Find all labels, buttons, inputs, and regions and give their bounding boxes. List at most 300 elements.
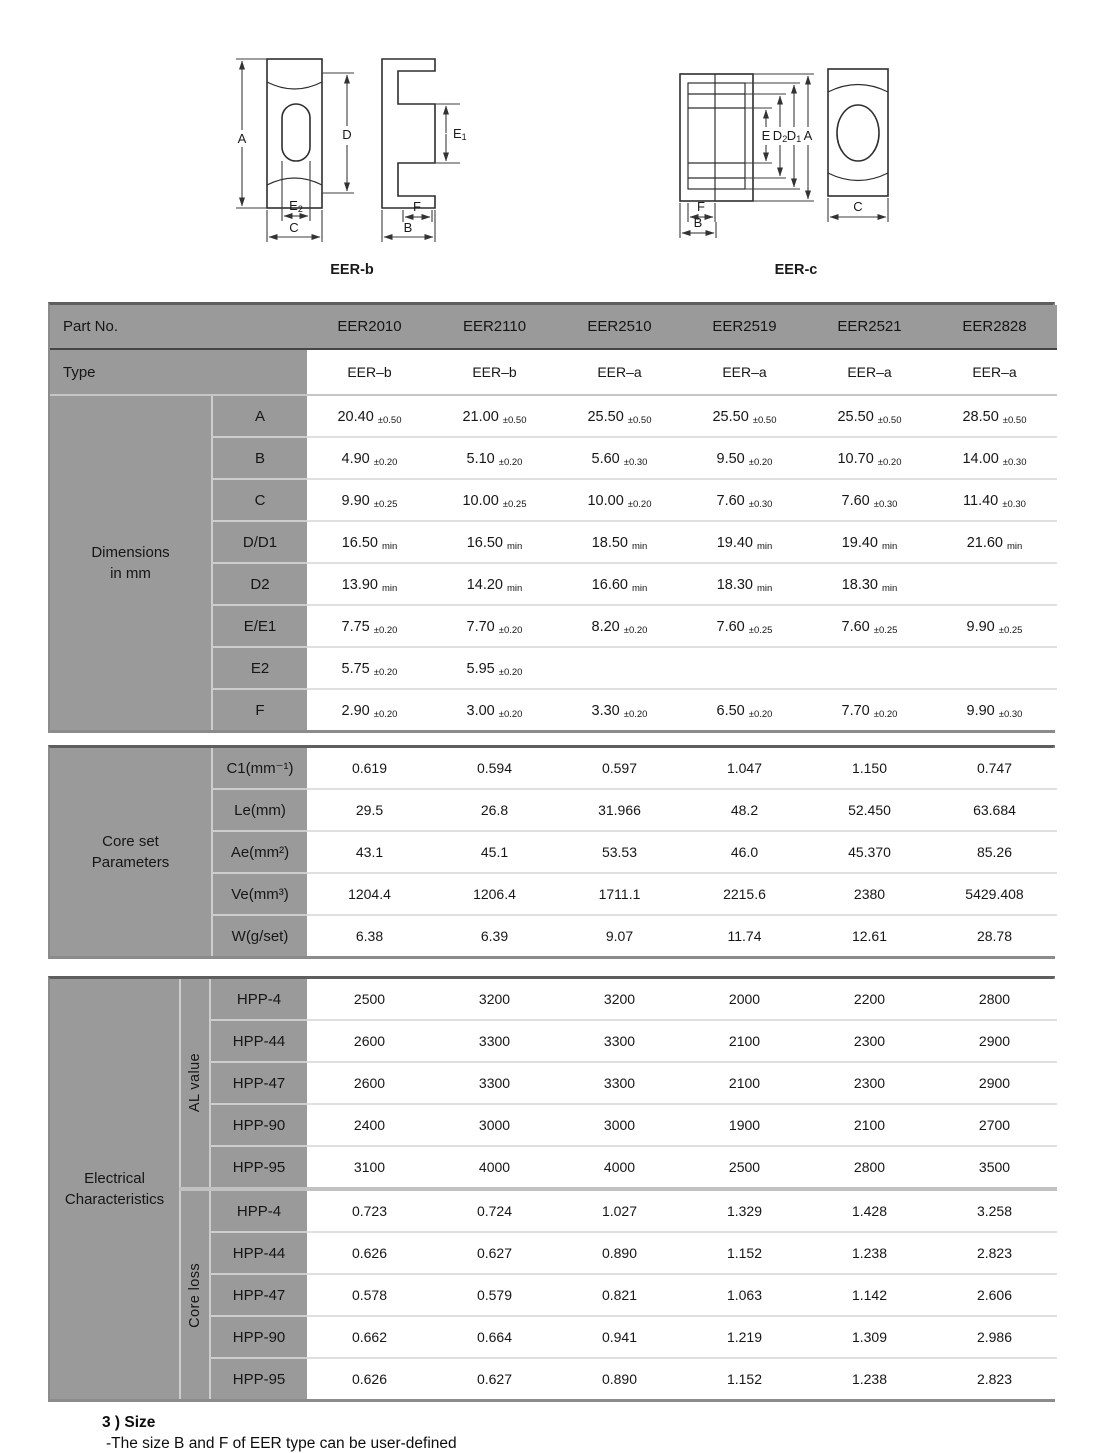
value-cell: 1.047 bbox=[682, 748, 807, 789]
value-cell bbox=[682, 563, 807, 605]
value-main: 6.50 bbox=[716, 702, 745, 719]
value-cell bbox=[807, 479, 932, 521]
value-main: 13.90 bbox=[341, 576, 378, 593]
value-cell bbox=[807, 563, 932, 605]
value-cell: 46.0 bbox=[682, 831, 807, 873]
core-set-parameters-table bbox=[50, 748, 1057, 956]
value-cell: 0.664 bbox=[432, 1316, 557, 1358]
value-cell: 0.626 bbox=[307, 1232, 432, 1274]
value-cell: 31.966 bbox=[557, 789, 682, 831]
value-main: 8.20 bbox=[591, 618, 620, 635]
value-cell: 0.627 bbox=[432, 1358, 557, 1399]
value-tolerance: ±0.50 bbox=[627, 414, 652, 426]
table-row bbox=[50, 979, 1057, 1020]
value-main: 16.60 bbox=[591, 576, 628, 593]
param-label: HPP-90 bbox=[210, 1316, 307, 1358]
value-main: 19.40 bbox=[841, 534, 878, 551]
value-cell bbox=[807, 605, 932, 647]
param-label: A bbox=[212, 395, 307, 437]
type-row bbox=[50, 349, 1057, 395]
value-cell: 0.821 bbox=[557, 1274, 682, 1316]
value-tolerance: ±0.30 bbox=[1002, 498, 1026, 510]
value-cell: 1.428 bbox=[807, 1189, 932, 1232]
value-cell bbox=[557, 605, 682, 647]
value-cell: 4000 bbox=[432, 1146, 557, 1189]
value-main: 9.90 bbox=[966, 702, 995, 719]
value-tolerance: ±0.30 bbox=[623, 456, 648, 468]
value-cell: 11.74 bbox=[682, 915, 807, 956]
value-tolerance: min bbox=[881, 582, 898, 594]
value-cell: 3200 bbox=[557, 979, 682, 1020]
part-no-value: EER2521 bbox=[807, 305, 932, 349]
value-cell: 1.219 bbox=[682, 1316, 807, 1358]
value-main: 3.30 bbox=[591, 702, 620, 719]
value-tolerance: min bbox=[756, 582, 773, 594]
value-tolerance: min bbox=[506, 540, 523, 552]
value-main: 16.50 bbox=[466, 534, 503, 551]
dimensions-table bbox=[50, 305, 1057, 730]
value-tolerance: min bbox=[756, 540, 773, 552]
eer-c-diagram bbox=[658, 46, 918, 291]
part-no-row bbox=[50, 305, 1057, 349]
value-cell bbox=[307, 563, 432, 605]
value-main: 14.20 bbox=[466, 576, 503, 593]
group-label-text: Electrical Characteristics bbox=[64, 1170, 165, 1208]
group-label-core-set bbox=[50, 748, 212, 956]
param-label: Le(mm) bbox=[212, 789, 307, 831]
dim-label-f: F bbox=[697, 199, 705, 214]
value-main: 21.00 bbox=[462, 408, 499, 425]
value-main: 14.00 bbox=[962, 450, 999, 467]
part-no-value: EER2010 bbox=[307, 305, 432, 349]
value-cell bbox=[932, 605, 1057, 647]
value-tolerance: ±0.30 bbox=[998, 708, 1023, 720]
table-row bbox=[50, 748, 1057, 789]
technical-drawings bbox=[0, 0, 1100, 302]
value-cell: 12.61 bbox=[807, 915, 932, 956]
value-tolerance: ±0.50 bbox=[377, 414, 402, 426]
value-tolerance: ±0.30 bbox=[748, 498, 773, 510]
value-cell: 2000 bbox=[682, 979, 807, 1020]
section-label-core-loss bbox=[180, 1189, 210, 1399]
value-cell: 2300 bbox=[807, 1020, 932, 1062]
value-tolerance: min bbox=[1006, 540, 1023, 552]
param-label: HPP-95 bbox=[210, 1358, 307, 1399]
value-cell: 2300 bbox=[807, 1062, 932, 1104]
value-tolerance: ±0.20 bbox=[623, 624, 648, 636]
value-tolerance: min bbox=[506, 582, 523, 594]
value-cell bbox=[557, 479, 682, 521]
value-tolerance: ±0.50 bbox=[1002, 414, 1027, 426]
value-cell: 3500 bbox=[932, 1146, 1057, 1189]
value-tolerance: ±0.20 bbox=[873, 708, 898, 720]
value-tolerance: min bbox=[631, 540, 648, 552]
param-label: F bbox=[212, 689, 307, 730]
value-cell: 45.1 bbox=[432, 831, 557, 873]
value-cell: 53.53 bbox=[557, 831, 682, 873]
value-cell bbox=[557, 689, 682, 730]
value-cell: 3300 bbox=[432, 1020, 557, 1062]
type-value: EER–a bbox=[557, 349, 682, 395]
value-cell: 0.724 bbox=[432, 1189, 557, 1232]
value-cell: 2400 bbox=[307, 1104, 432, 1146]
value-cell bbox=[932, 437, 1057, 479]
value-main: 20.40 bbox=[337, 408, 374, 425]
value-tolerance: min bbox=[381, 582, 398, 594]
value-cell: 2800 bbox=[932, 979, 1057, 1020]
value-cell bbox=[682, 395, 807, 437]
value-cell: 1.150 bbox=[807, 748, 932, 789]
value-cell bbox=[807, 521, 932, 563]
value-tolerance: ±0.20 bbox=[373, 708, 398, 720]
group-label-text: Core set Parameters bbox=[91, 833, 170, 871]
value-cell: 48.2 bbox=[682, 789, 807, 831]
value-cell bbox=[682, 437, 807, 479]
value-cell: 1.063 bbox=[682, 1274, 807, 1316]
value-cell bbox=[932, 479, 1057, 521]
value-cell: 1.142 bbox=[807, 1274, 932, 1316]
dim-label-e: E bbox=[761, 128, 771, 143]
param-label: HPP-90 bbox=[210, 1104, 307, 1146]
param-label: B bbox=[212, 437, 307, 479]
value-cell: 28.78 bbox=[932, 915, 1057, 956]
value-cell: 85.26 bbox=[932, 831, 1057, 873]
value-tolerance: ±0.20 bbox=[498, 624, 523, 636]
value-cell bbox=[307, 479, 432, 521]
value-tolerance: ±0.20 bbox=[373, 624, 398, 636]
value-cell bbox=[682, 647, 807, 689]
value-cell: 2100 bbox=[682, 1062, 807, 1104]
value-cell: 2800 bbox=[807, 1146, 932, 1189]
value-cell: 45.370 bbox=[807, 831, 932, 873]
value-cell: 2.606 bbox=[932, 1274, 1057, 1316]
type-value: EER–a bbox=[932, 349, 1057, 395]
part-no-value: EER2519 bbox=[682, 305, 807, 349]
value-main: 2.90 bbox=[341, 702, 370, 719]
param-label: HPP-95 bbox=[210, 1146, 307, 1189]
electrical-characteristics-table-wrap bbox=[48, 976, 1055, 1402]
value-cell: 3000 bbox=[432, 1104, 557, 1146]
electrical-characteristics-table bbox=[50, 979, 1057, 1399]
value-tolerance: ±0.30 bbox=[873, 498, 898, 510]
value-cell bbox=[557, 437, 682, 479]
value-cell: 0.890 bbox=[557, 1358, 682, 1399]
section-label-al-value bbox=[180, 979, 210, 1189]
dimensions-table-wrap bbox=[48, 302, 1055, 733]
table-row bbox=[50, 395, 1057, 437]
value-cell: 1711.1 bbox=[557, 873, 682, 915]
value-cell bbox=[432, 605, 557, 647]
value-main: 7.60 bbox=[716, 618, 745, 635]
value-tolerance: ±0.20 bbox=[748, 708, 773, 720]
dim-label-e1: E1 bbox=[453, 126, 467, 142]
value-cell bbox=[807, 689, 932, 730]
value-tolerance: ±0.20 bbox=[373, 666, 398, 678]
group-label-text: Dimensions in mm bbox=[91, 544, 170, 582]
value-cell: 52.450 bbox=[807, 789, 932, 831]
value-tolerance: min bbox=[881, 540, 898, 552]
value-main: 10.00 bbox=[587, 492, 624, 509]
value-cell: 2600 bbox=[307, 1020, 432, 1062]
value-cell: 3300 bbox=[557, 1020, 682, 1062]
value-tolerance: ±0.25 bbox=[502, 498, 527, 510]
value-main: 11.40 bbox=[963, 492, 999, 509]
value-cell: 2215.6 bbox=[682, 873, 807, 915]
param-label: HPP-44 bbox=[210, 1232, 307, 1274]
value-main: 4.90 bbox=[341, 450, 370, 467]
value-cell: 9.07 bbox=[557, 915, 682, 956]
value-cell: 3000 bbox=[557, 1104, 682, 1146]
value-tolerance: ±0.20 bbox=[627, 498, 652, 510]
value-main: 9.90 bbox=[966, 618, 995, 635]
value-main: 5.95 bbox=[466, 660, 495, 677]
value-cell: 0.941 bbox=[557, 1316, 682, 1358]
type-value: EER–a bbox=[682, 349, 807, 395]
value-cell: 0.627 bbox=[432, 1232, 557, 1274]
param-label: E/E1 bbox=[212, 605, 307, 647]
param-label: D/D1 bbox=[212, 521, 307, 563]
value-cell: 6.39 bbox=[432, 915, 557, 956]
dim-label-b: B bbox=[403, 220, 413, 235]
value-cell bbox=[932, 689, 1057, 730]
value-cell: 1.152 bbox=[682, 1358, 807, 1399]
param-label: E2 bbox=[212, 647, 307, 689]
param-label: D2 bbox=[212, 563, 307, 605]
value-cell bbox=[932, 563, 1057, 605]
value-tolerance: ±0.20 bbox=[748, 456, 773, 468]
value-main: 5.75 bbox=[341, 660, 370, 677]
value-tolerance: ±0.20 bbox=[373, 456, 398, 468]
value-cell bbox=[557, 563, 682, 605]
value-main: 18.30 bbox=[841, 576, 878, 593]
value-main: 3.00 bbox=[466, 702, 495, 719]
value-cell: 63.684 bbox=[932, 789, 1057, 831]
value-cell: 43.1 bbox=[307, 831, 432, 873]
value-main: 7.60 bbox=[841, 618, 870, 635]
value-cell: 0.747 bbox=[932, 748, 1057, 789]
type-label: Type bbox=[50, 349, 307, 395]
dim-label-d: D bbox=[342, 127, 352, 142]
value-cell: 2.823 bbox=[932, 1232, 1057, 1274]
value-cell: 2700 bbox=[932, 1104, 1057, 1146]
value-main: 7.75 bbox=[341, 618, 370, 635]
dim-label-c: C bbox=[289, 220, 299, 235]
dim-label-d1: D1 bbox=[786, 128, 802, 144]
value-tolerance: ±0.30 bbox=[1002, 456, 1027, 468]
dim-label-d2: D2 bbox=[772, 128, 788, 144]
value-main: 7.70 bbox=[466, 618, 495, 635]
part-no-value: EER2110 bbox=[432, 305, 557, 349]
value-main: 10.70 bbox=[837, 450, 874, 467]
value-cell bbox=[807, 395, 932, 437]
value-cell: 2500 bbox=[307, 979, 432, 1020]
value-cell: 3100 bbox=[307, 1146, 432, 1189]
value-cell bbox=[307, 647, 432, 689]
value-cell: 0.626 bbox=[307, 1358, 432, 1399]
value-cell: 29.5 bbox=[307, 789, 432, 831]
type-value: EER–b bbox=[432, 349, 557, 395]
param-label: W(g/set) bbox=[212, 915, 307, 956]
value-tolerance: ±0.50 bbox=[502, 414, 527, 426]
param-label: C bbox=[212, 479, 307, 521]
value-cell bbox=[932, 395, 1057, 437]
value-tolerance: ±0.20 bbox=[498, 666, 523, 678]
value-cell bbox=[682, 689, 807, 730]
value-cell: 1900 bbox=[682, 1104, 807, 1146]
value-cell: 3300 bbox=[557, 1062, 682, 1104]
value-cell bbox=[682, 521, 807, 563]
table-row bbox=[50, 1189, 1057, 1232]
value-main: 25.50 bbox=[837, 408, 874, 425]
value-main: 9.90 bbox=[341, 492, 370, 509]
value-main: 28.50 bbox=[962, 408, 999, 425]
value-cell bbox=[557, 521, 682, 563]
value-cell: 2900 bbox=[932, 1062, 1057, 1104]
value-tolerance: ±0.25 bbox=[873, 624, 898, 636]
dim-label-b: B bbox=[693, 215, 703, 230]
value-cell: 2100 bbox=[682, 1020, 807, 1062]
value-main: 7.70 bbox=[841, 702, 870, 719]
value-cell: 4000 bbox=[557, 1146, 682, 1189]
value-main: 5.60 bbox=[591, 450, 620, 467]
value-tolerance: ±0.25 bbox=[998, 624, 1023, 636]
param-label: HPP-47 bbox=[210, 1274, 307, 1316]
param-label: C1(mm⁻¹) bbox=[212, 748, 307, 789]
value-cell bbox=[432, 647, 557, 689]
value-tolerance: min bbox=[381, 540, 398, 552]
value-cell bbox=[682, 605, 807, 647]
section-label-text: AL value bbox=[187, 1053, 203, 1113]
size-note-body: -The size B and F of EER type can be user-defined bbox=[106, 1435, 457, 1452]
group-label-dimensions bbox=[50, 395, 212, 730]
value-cell: 0.594 bbox=[432, 748, 557, 789]
part-no-value: EER2510 bbox=[557, 305, 682, 349]
size-note-title: 3 ) Size bbox=[102, 1414, 156, 1431]
size-note bbox=[102, 1414, 1100, 1453]
value-cell bbox=[307, 395, 432, 437]
part-no-label: Part No. bbox=[50, 305, 307, 349]
value-cell bbox=[432, 437, 557, 479]
value-cell bbox=[682, 479, 807, 521]
value-tolerance: min bbox=[631, 582, 648, 594]
value-cell: 5429.408 bbox=[932, 873, 1057, 915]
value-tolerance: ±0.25 bbox=[373, 498, 398, 510]
value-cell: 2.823 bbox=[932, 1358, 1057, 1399]
value-cell: 3300 bbox=[432, 1062, 557, 1104]
param-label: HPP-4 bbox=[210, 1189, 307, 1232]
value-cell bbox=[307, 689, 432, 730]
eer-c-caption: EER-c bbox=[774, 262, 818, 278]
group-label-electrical bbox=[50, 979, 180, 1399]
value-cell: 1206.4 bbox=[432, 873, 557, 915]
value-tolerance: ±0.50 bbox=[752, 414, 777, 426]
value-cell: 0.619 bbox=[307, 748, 432, 789]
value-cell bbox=[432, 563, 557, 605]
value-cell bbox=[557, 395, 682, 437]
value-cell: 0.579 bbox=[432, 1274, 557, 1316]
value-cell bbox=[307, 605, 432, 647]
value-cell: 1204.4 bbox=[307, 873, 432, 915]
value-cell: 2900 bbox=[932, 1020, 1057, 1062]
value-cell bbox=[432, 395, 557, 437]
spec-tables bbox=[48, 302, 1055, 1402]
value-main: 18.50 bbox=[591, 534, 628, 551]
value-main: 25.50 bbox=[587, 408, 624, 425]
value-tolerance: ±0.20 bbox=[498, 456, 523, 468]
value-cell: 2.986 bbox=[932, 1316, 1057, 1358]
value-cell bbox=[307, 521, 432, 563]
dim-label-e2: E2 bbox=[289, 198, 303, 214]
type-value: EER–a bbox=[807, 349, 932, 395]
value-cell: 1.238 bbox=[807, 1232, 932, 1274]
dim-label-f: F bbox=[413, 199, 421, 214]
value-cell: 2380 bbox=[807, 873, 932, 915]
value-cell: 0.578 bbox=[307, 1274, 432, 1316]
value-main: 7.60 bbox=[716, 492, 745, 509]
value-main: 19.40 bbox=[716, 534, 753, 551]
value-cell bbox=[432, 521, 557, 563]
value-cell: 1.027 bbox=[557, 1189, 682, 1232]
value-main: 10.00 bbox=[462, 492, 499, 509]
value-cell: 0.662 bbox=[307, 1316, 432, 1358]
param-label: HPP-47 bbox=[210, 1062, 307, 1104]
dim-label-a: A bbox=[803, 128, 813, 143]
value-cell bbox=[557, 647, 682, 689]
value-main: 25.50 bbox=[712, 408, 749, 425]
value-cell bbox=[432, 479, 557, 521]
type-value: EER–b bbox=[307, 349, 432, 395]
value-main: 21.60 bbox=[966, 534, 1003, 551]
value-cell: 2500 bbox=[682, 1146, 807, 1189]
eer-b-diagram bbox=[212, 46, 492, 291]
param-label: HPP-4 bbox=[210, 979, 307, 1020]
value-cell: 3200 bbox=[432, 979, 557, 1020]
value-main: 5.10 bbox=[466, 450, 495, 467]
value-cell: 0.890 bbox=[557, 1232, 682, 1274]
value-main: 16.50 bbox=[341, 534, 378, 551]
value-cell: 0.597 bbox=[557, 748, 682, 789]
value-cell: 1.238 bbox=[807, 1358, 932, 1399]
value-tolerance: ±0.50 bbox=[877, 414, 902, 426]
value-cell bbox=[932, 647, 1057, 689]
value-main: 9.50 bbox=[716, 450, 745, 467]
value-cell: 1.329 bbox=[682, 1189, 807, 1232]
value-cell bbox=[307, 437, 432, 479]
value-cell: 2600 bbox=[307, 1062, 432, 1104]
value-main: 7.60 bbox=[841, 492, 870, 509]
param-label: HPP-44 bbox=[210, 1020, 307, 1062]
core-set-parameters-table-wrap bbox=[48, 745, 1055, 959]
value-cell: 26.8 bbox=[432, 789, 557, 831]
value-main: 18.30 bbox=[716, 576, 753, 593]
part-no-value: EER2828 bbox=[932, 305, 1057, 349]
value-cell bbox=[432, 689, 557, 730]
value-cell: 0.723 bbox=[307, 1189, 432, 1232]
value-tolerance: ±0.20 bbox=[498, 708, 523, 720]
dim-label-a: A bbox=[237, 131, 247, 146]
param-label: Ve(mm³) bbox=[212, 873, 307, 915]
eer-b-caption: EER-b bbox=[330, 262, 374, 278]
value-cell bbox=[807, 647, 932, 689]
value-tolerance: ±0.25 bbox=[748, 624, 773, 636]
dim-label-c: C bbox=[853, 199, 863, 214]
section-label-text: Core loss bbox=[187, 1262, 203, 1328]
value-cell bbox=[807, 437, 932, 479]
value-tolerance: ±0.20 bbox=[877, 456, 902, 468]
param-label: Ae(mm²) bbox=[212, 831, 307, 873]
value-tolerance: ±0.20 bbox=[623, 708, 648, 720]
value-cell: 1.152 bbox=[682, 1232, 807, 1274]
